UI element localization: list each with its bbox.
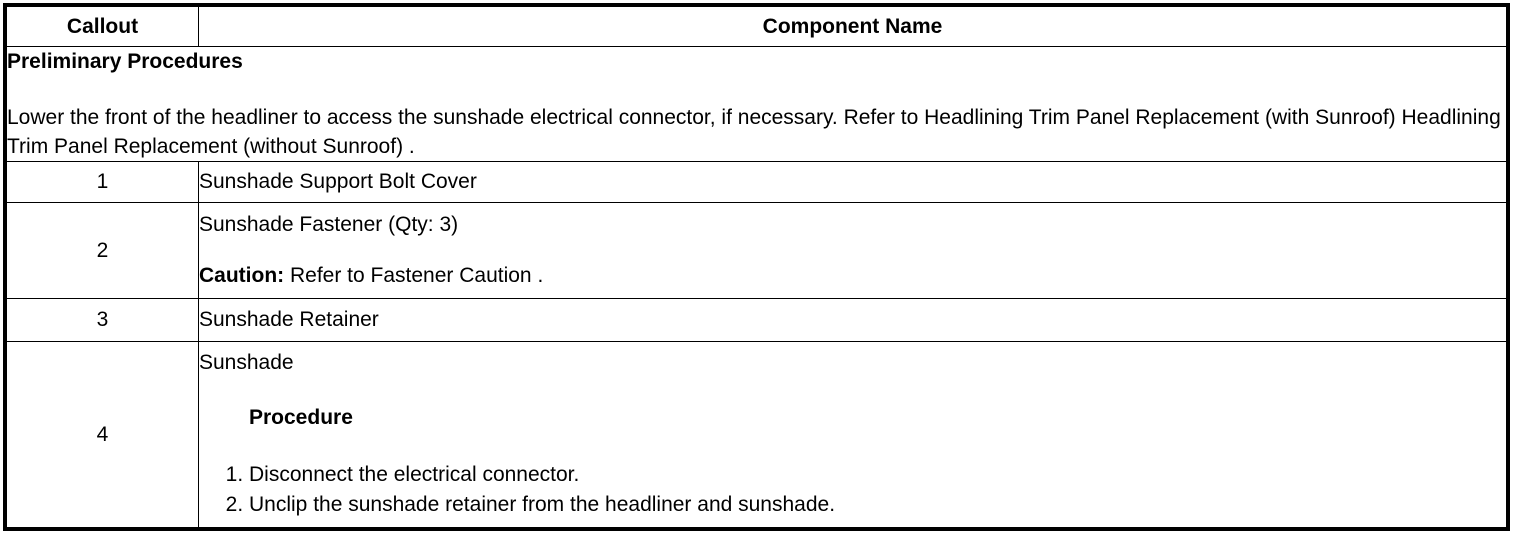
preliminary-procedures-heading: Preliminary Procedures [7, 50, 243, 73]
procedure-step: 2. Unclip the sunshade retainer from the headliner and sunshade. [249, 490, 1506, 520]
component-name: Sunshade Retainer [199, 299, 1507, 342]
callout-column-header: Callout [7, 7, 199, 47]
callout-number: 3 [7, 299, 199, 342]
preliminary-procedures-row [7, 47, 1507, 162]
table-row [7, 299, 1507, 342]
component-table [6, 6, 1507, 528]
preliminary-procedures-text: Lower the front of the headliner to access the sunshade electrical connector, if necessary. Refer to Headlining Trim Panel Replacement (with Sunroof) Headlining Trim Panel Replacement (without Sunroof) . [7, 106, 1501, 158]
component-name: Sunshade Support Bolt Cover [199, 162, 1507, 203]
table-row [7, 162, 1507, 203]
procedure-step: 1. Disconnect the electrical connector. [249, 460, 1506, 490]
caution-label: Caution: [199, 264, 285, 287]
header-row [7, 7, 1507, 47]
preliminary-procedures-cell [7, 47, 1507, 162]
callout-number: 1 [7, 162, 199, 203]
table-row [7, 342, 1507, 528]
procedure-steps [199, 460, 1506, 520]
component-name-cell [199, 203, 1507, 299]
procedure-heading: Procedure [249, 405, 353, 429]
component-name: Sunshade [199, 350, 294, 374]
caution-note [199, 263, 1506, 289]
component-name-column-header: Component Name [199, 7, 1507, 47]
caution-text: Refer to Fastener Caution . [284, 264, 544, 287]
table-row [7, 203, 1507, 299]
callout-number: 4 [7, 342, 199, 528]
component-name: Sunshade Fastener (Qty: 3) [199, 213, 459, 236]
callout-number: 2 [7, 203, 199, 299]
component-name-cell [199, 342, 1507, 528]
